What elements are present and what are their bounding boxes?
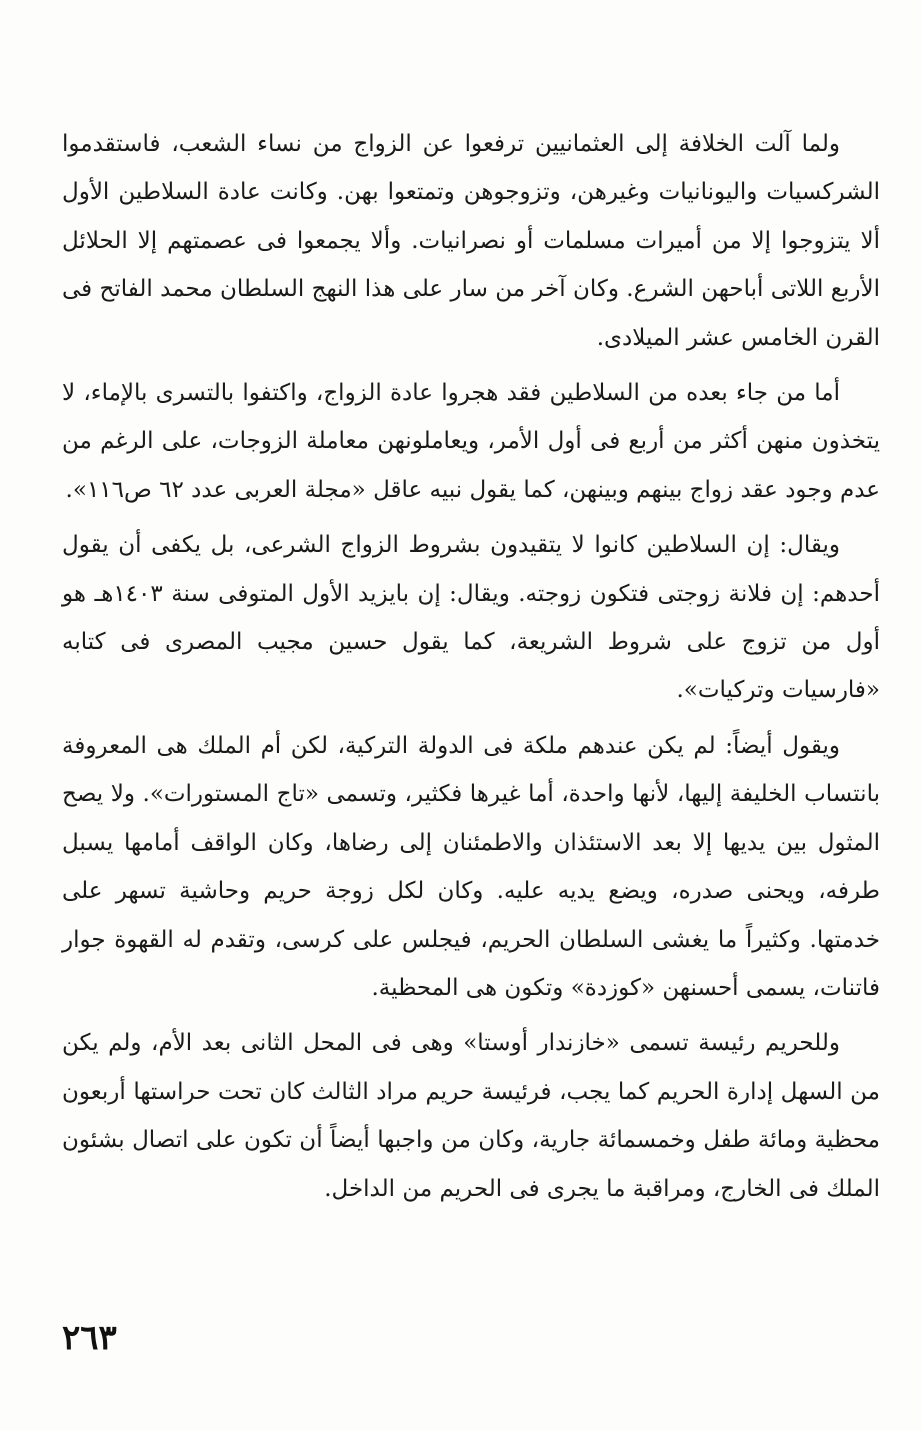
paragraph-2: أما من جاء بعده من السلاطين فقد هجروا عادة الزواج، واكتفوا بالتسرى بالإماء، لا يتخذون منهن أكثر من أربع فى أول الأمر، ويعاملونهن معاملة الزوجات، على الرغم من عدم وجود عقد زواج بينهم وبينهن، كما يقول نبيه عاقل «مجلة العربى عدد ٦٢ ص١١٦». [62, 380, 880, 503]
paragraph-3: ويقال: إن السلاطين كانوا لا يتقيدون بشروط الزواج الشرعى، بل يكفى أن يقول أحدهم: إن فلانة زوجتى فتكون زوجته. ويقال: إن بايزيد الأول المتوفى سنة ١٤٠٣هـ هو أول من تزوج على شروط الشريعة، كما يقول حسين مجيب المصرى فى كتابه «فارسيات وتركيات». [62, 532, 880, 704]
page-number: ٢٦٣ [62, 1318, 117, 1358]
paragraph-4: ويقول أيضاً: لم يكن عندهم ملكة فى الدولة التركية، لكن أم الملك هى المعروفة بانتساب الخليفة إليها، لأنها واحدة، أما غيرها فكثير، وتسمى «تاج المستورات». ولا يصح المثول بين يديها إلا بعد الاستئذان والاطمئنان إلى رضاها، وكان الواقف أمامها يسبل طرفه، ويحنى صدره، ويضع يديه عليه. وكان لكل زوجة حريم وحاشية تسهر على خدمتها. وكثيراً ما يغشى السلطان الحريم، فيجلس على كرسى، وتقدم له القهوة جوار فاتنات، يسمى أحسنهن «كوزدة» وتكون هى المحظية. [62, 732, 880, 1001]
body-text [62, 120, 880, 1220]
paragraph-1: ولما آلت الخلافة إلى العثمانيين ترفعوا عن الزواج من نساء الشعب، فاستقدموا الشركسيات واليونانيات وغيرهن، وتزوجوهن وتمتعوا بهن. وكانت عادة السلاطين الأول ألا يتزوجوا إلا من أميرات مسلمات أو نصرانيات. وألا يجمعوا فى عصمتهم إلا الحلائل الأربع اللاتى أباحهن الشرع. وكان آخر من سار على هذا النهج السلطان محمد الفاتح فى القرن الخامس عشر الميلادى. [62, 131, 880, 351]
paragraph-5: وللحريم رئيسة تسمى «خازندار أوستا» وهى فى المحل الثانى بعد الأم، ولم يكن من السهل إدارة الحريم كما يجب، فرئيسة حريم مراد الثالث كان تحت حراستها أربعون محظية ومائة طفل وخمسمائة جارية، وكان من واجبها أيضاً أن تكون على اتصال بشئون الملك فى الخارج، ومراقبة ما يجرى فى الحريم من الداخل. [62, 1030, 880, 1202]
